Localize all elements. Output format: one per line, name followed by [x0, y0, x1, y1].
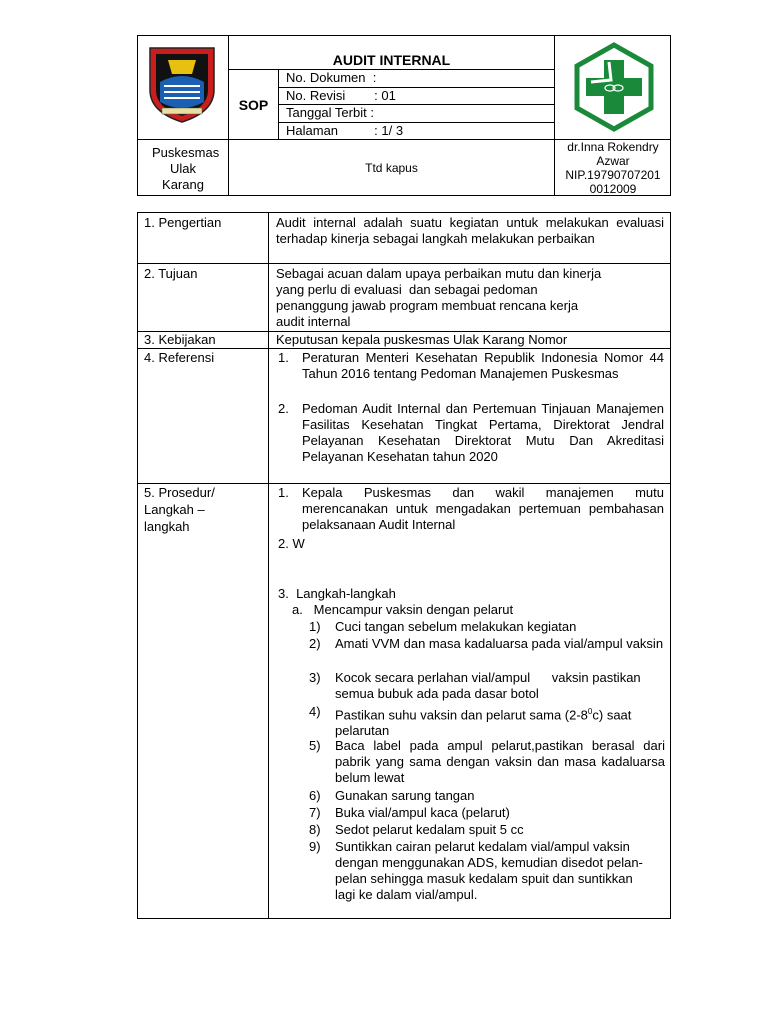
prosedur-item-1-num: 1.: [278, 485, 289, 500]
step-2-num: 2): [309, 636, 321, 651]
referensi-label: 4. Referensi: [144, 350, 215, 365]
step-7: Buka vial/ampul kaca (pelarut): [335, 805, 510, 820]
prosedur-label-2: Langkah –: [144, 502, 205, 517]
step-4-num: 4): [309, 704, 321, 719]
prosedur-label-1: 5. Prosedur/: [144, 485, 215, 500]
signatory-nip-cont: 0012009: [589, 182, 637, 196]
step-3: Kocok secara perlahan vial/ampul vaksin pastikan semua bubuk ada pada dasar botol: [335, 670, 645, 701]
prosedur-item-3: 3. Langkah-langkah: [278, 586, 396, 601]
step-5-num: 5): [309, 738, 321, 753]
tujuan-line-2: yang perlu di evaluasi dan sebagai pedoman: [276, 282, 538, 297]
signatory-nip: NIP.19790707201: [565, 168, 661, 182]
kebijakan-text: Keputusan kepala puskesmas Ulak Karang Nomor: [276, 332, 568, 347]
step-1: Cuci tangan sebelum melakukan kegiatan: [335, 619, 577, 634]
prosedur-item-1: Kepala Puskesmas dan wakil manajemen mutu merencanakan untuk mengadakan pertemuan pembahasan pelaksanaan Audit Internal: [302, 485, 664, 532]
step-1-num: 1): [309, 619, 321, 634]
step-6-num: 6): [309, 788, 321, 803]
step-5: Baca label pada ampul pelarut,pastikan berasal dari pabrik yang sama dengan vaksin dan masa kadaluarsa belum lewat: [335, 738, 665, 785]
health-cross-logo-icon: [569, 42, 659, 132]
step-6: Gunakan sarung tangan: [335, 788, 475, 803]
tujuan-line-1: Sebagai acuan dalam upaya perbaikan mutu dan kinerja: [276, 266, 602, 281]
step-3-num: 3): [309, 670, 321, 685]
step-4: [335, 704, 665, 739]
referensi-item-2: Pedoman Audit Internal dan Pertemuan Tinjauan Manajemen Fasilitas Kesehatan Tingkat Pertama, Direktorat Jendral Pelayanan Kesehatan Direktorat Mutu Dan Akreditasi Pelayanan Kesehatan tahun 2020: [302, 401, 664, 464]
referensi-item-1-num: 1.: [278, 350, 289, 365]
step-8: Sedot pelarut kedalam spuit 5 cc: [335, 822, 524, 837]
referensi-item-1: Peraturan Menteri Kesehatan Republik Indonesia Nomor 44 Tahun 2016 tentang Pedoman Manajemen Puskesmas: [302, 350, 664, 381]
step-4-degree: 0: [587, 707, 593, 716]
prosedur-item-2: 2. W: [278, 536, 305, 551]
revision-field: No. Revisi : 01: [286, 88, 396, 103]
issue-date-field: Tanggal Terbit :: [286, 105, 374, 120]
page-field: Halaman : 1/ 3: [286, 123, 404, 138]
signatory-name: dr.Inna Rokendry Azwar: [567, 140, 659, 168]
kebijakan-label: 3. Kebijakan: [144, 332, 216, 347]
tujuan-label: 2. Tujuan: [144, 266, 198, 281]
doc-number-field: No. Dokumen :: [286, 70, 377, 85]
signature-label: Ttd kapus: [365, 161, 418, 175]
sop-label: SOP: [238, 97, 269, 113]
step-2: Amati VVM dan masa kadaluarsa pada vial/ampul vaksin: [335, 636, 664, 651]
step-9-num: 9): [309, 839, 321, 854]
prosedur-sub-a: a. Mencampur vaksin dengan pelarut: [292, 602, 514, 617]
tujuan-line-4: audit internal: [276, 314, 351, 329]
referensi-item-2-num: 2.: [278, 401, 289, 416]
step-8-num: 8): [309, 822, 321, 837]
tujuan-line-3: penanggung jawab program membuat rencana kerja: [276, 298, 579, 313]
header-table: [137, 35, 671, 196]
pengertian-text: Audit internal adalah suatu kegiatan untuk melakukan evaluasi terhadap kinerja sebagai langkah melakukan perbaikan: [276, 215, 664, 246]
step-7-num: 7): [309, 805, 321, 820]
step-9: Suntikkan cairan pelarut kedalam vial/ampul vaksin dengan menggunakan ADS, kemudian disedot pelan-pelan sehingga masuk kedalam spuit dan suntikkan lagi ke dalam vial/ampul.: [335, 839, 643, 902]
sop-body-table: [137, 212, 671, 919]
prosedur-label-3: langkah: [144, 519, 190, 534]
step-4-text-a: Pastikan suhu vaksin dan pelarut sama (2-8: [335, 707, 588, 723]
pengertian-label: 1. Pengertian: [144, 215, 222, 230]
document-title: AUDIT INTERNAL: [332, 52, 451, 68]
org-name: Puskesmas Ulak Karang: [152, 145, 220, 192]
step-4-text-b: c) saat pelarutan: [335, 707, 632, 739]
regional-crest-icon: [146, 46, 218, 124]
